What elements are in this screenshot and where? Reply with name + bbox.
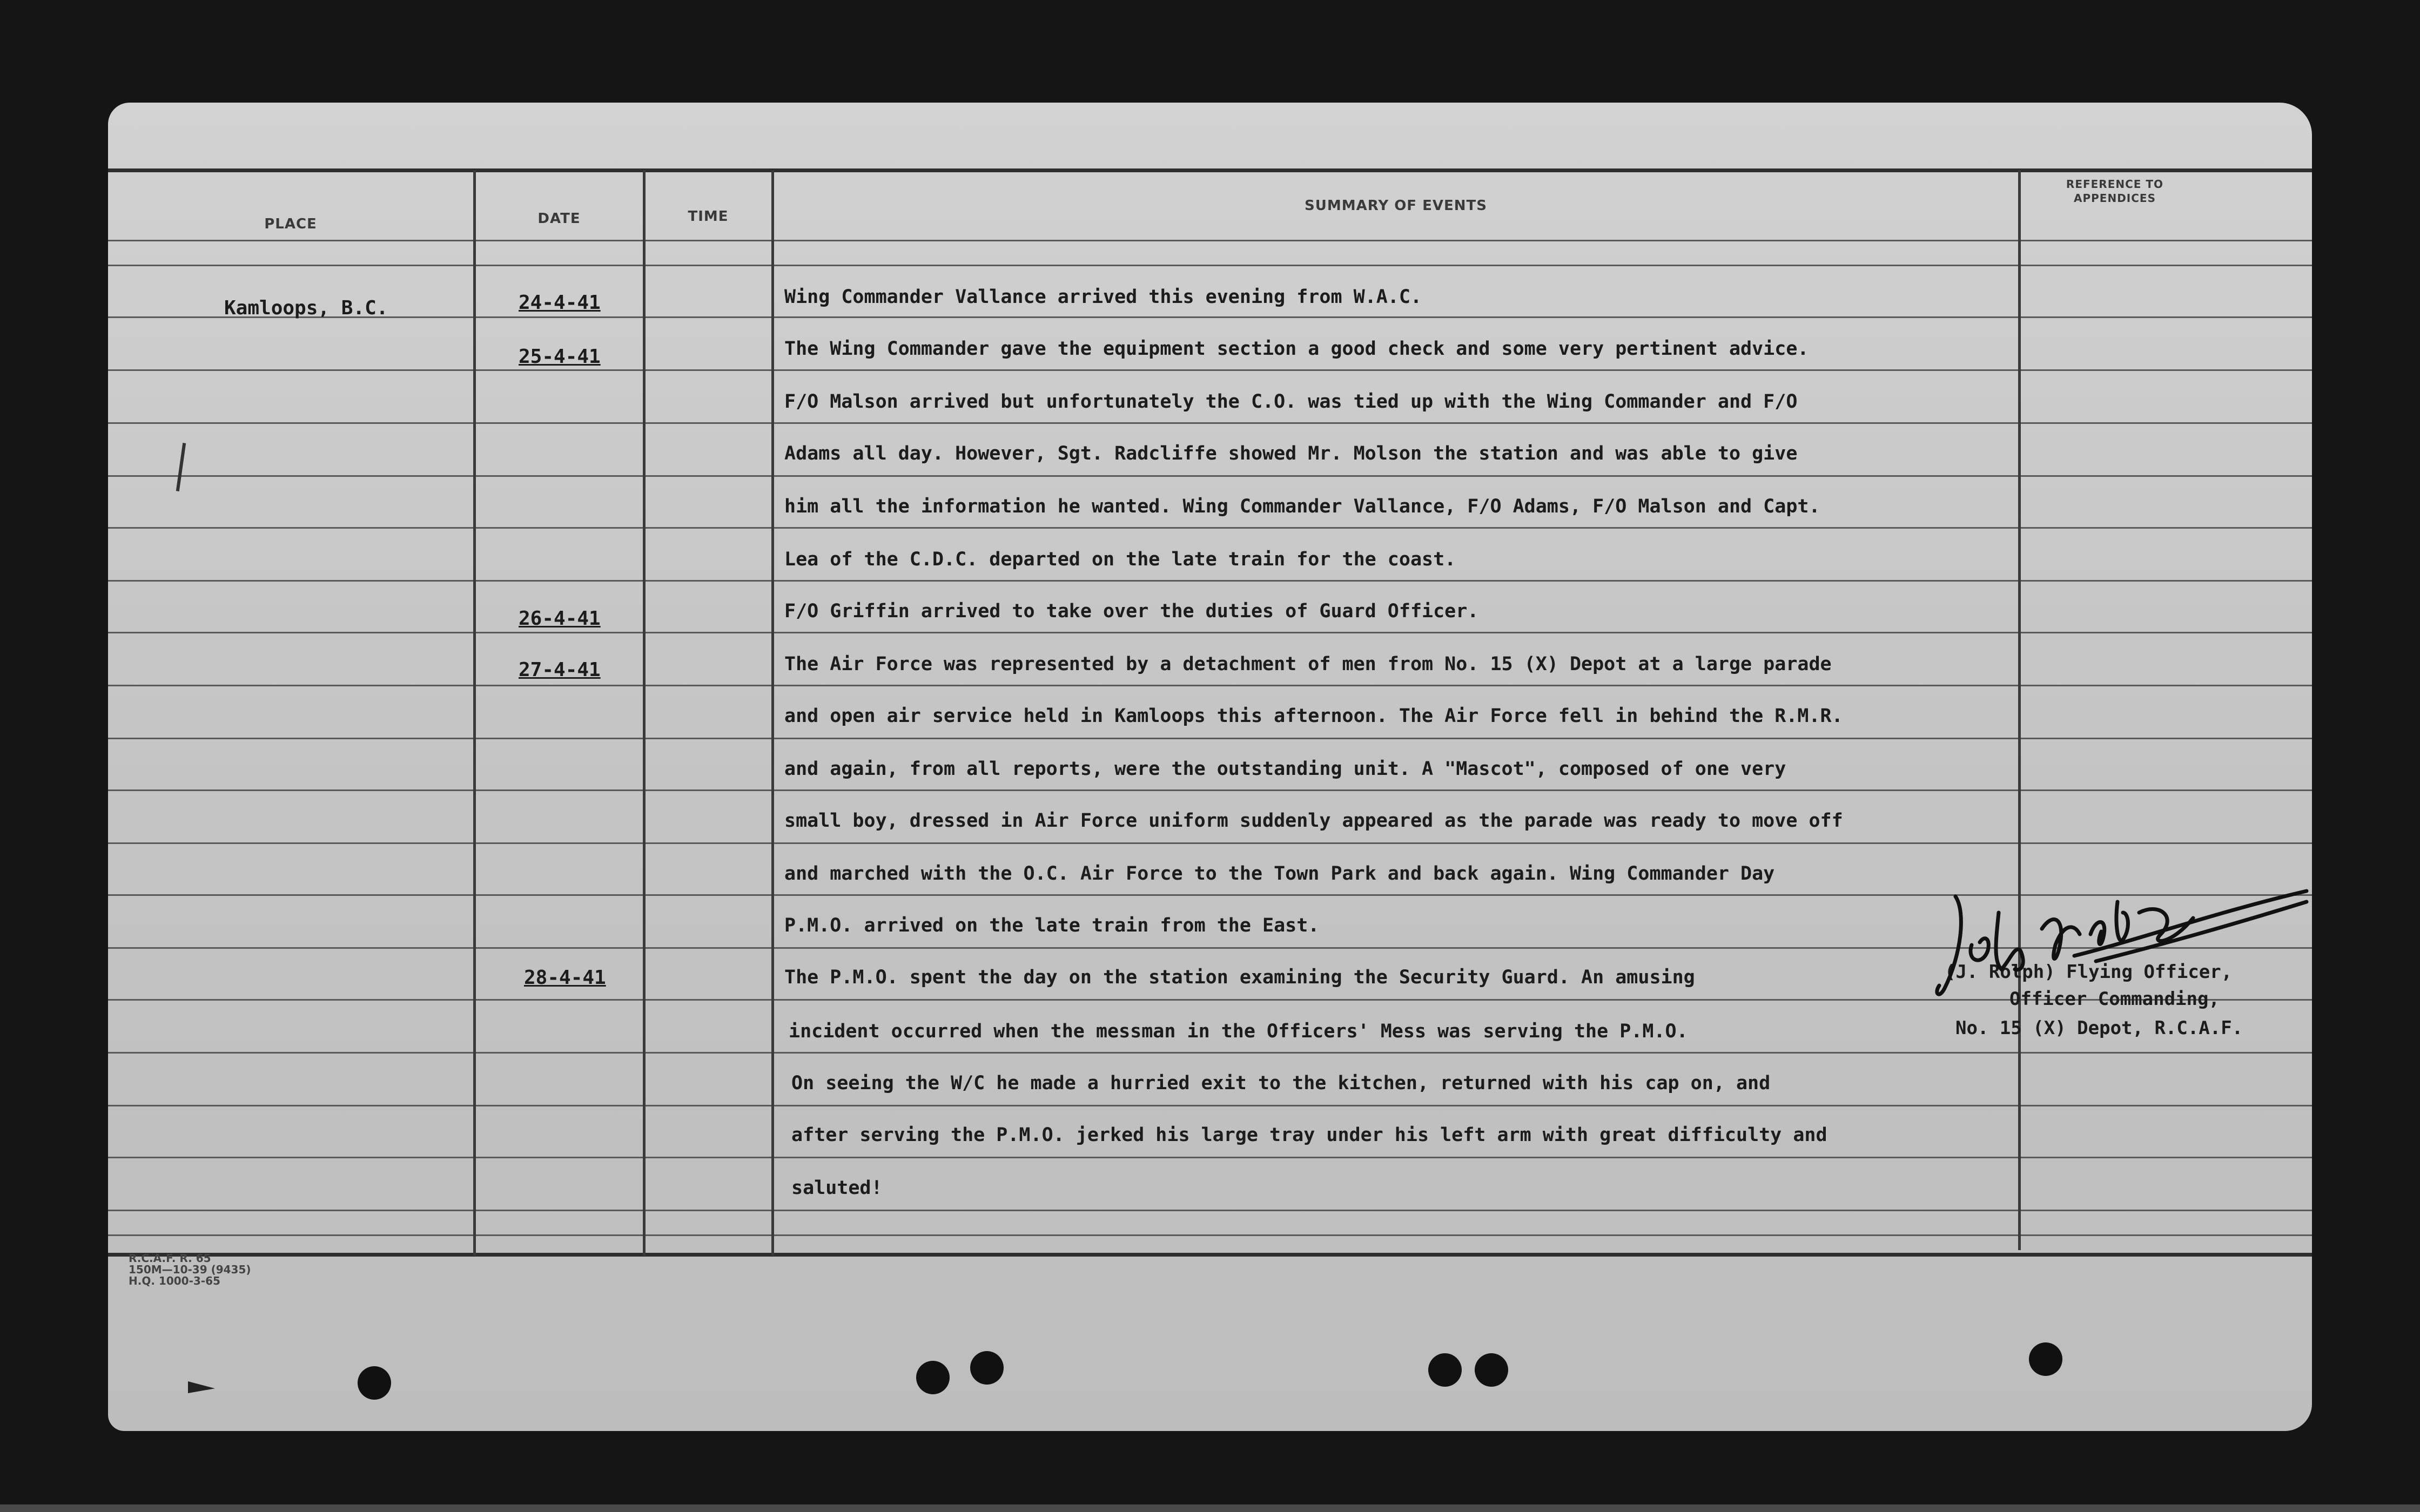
summary-line: Wing Commander Vallance arrived this evening from W.A.C. <box>784 286 1422 308</box>
header-date: DATE <box>537 211 581 227</box>
pen-mark <box>176 443 186 491</box>
date-entry: 27-4-41 <box>519 659 601 681</box>
summary-line: after serving the P.M.O. jerked his large tray under his left arm with great difficulty and <box>791 1124 1827 1146</box>
header-reference: REFERENCE TO APPENDICES <box>2066 178 2164 205</box>
scanner-edge <box>0 1504 2420 1512</box>
date-entry: 25-4-41 <box>519 346 601 368</box>
signature-title-line: Officer Commanding, <box>2009 988 2220 1010</box>
summary-line: Lea of the C.D.C. departed on the late train for the coast. <box>784 549 1456 570</box>
column-divider <box>2018 170 2021 1250</box>
summary-line: The Air Force was represented by a detachment of men from No. 15 (X) Depot at a large parade <box>784 653 1832 675</box>
summary-line: F/O Malson arrived but unfortunately the C.O. was tied up with the Wing Commander and F/O <box>784 391 1798 413</box>
rule <box>108 475 2312 477</box>
summary-line: and marched with the O.C. Air Force to the Town Park and back again. Wing Commander Day <box>784 863 1775 885</box>
header-place: PLACE <box>264 216 317 232</box>
form-number <box>129 1253 251 1287</box>
column-divider <box>771 170 774 1256</box>
summary-line: saluted! <box>791 1177 883 1199</box>
summary-line: P.M.O. arrived on the late train from the East. <box>784 915 1320 936</box>
summary-line: On seeing the W/C he made a hurried exit to the kitchen, returned with his cap on, and <box>791 1072 1771 1094</box>
signature-name-line: (J. Rolph) Flying Officer, <box>1945 961 2233 983</box>
summary-line: small boy, dressed in Air Force uniform suddenly appeared as the parade was ready to move off <box>784 810 1843 832</box>
summary-line: incident occurred when the messman in the Officers' Mess was serving the P.M.O. <box>789 1021 1688 1042</box>
form-number-line: H.Q. 1000-3-65 <box>129 1274 220 1287</box>
punch-hole <box>916 1361 950 1394</box>
rule <box>108 265 2312 266</box>
rule <box>108 842 2312 844</box>
rule <box>108 685 2312 686</box>
summary-line: and again, from all reports, were the outstanding unit. A "Mascot", composed of one very <box>784 758 1786 780</box>
column-divider <box>643 170 646 1256</box>
summary-line: The P.M.O. spent the day on the station examining the Security Guard. An amusing <box>784 967 1695 988</box>
punch-hole <box>970 1351 1004 1385</box>
rule <box>108 580 2312 582</box>
rule <box>108 422 2312 424</box>
summary-line: The Wing Commander gave the equipment section a good check and some very pertinent advice. <box>784 338 1809 360</box>
punch-hole <box>2029 1342 2062 1376</box>
date-entry: 26-4-41 <box>519 608 601 630</box>
header-summary: SUMMARY OF EVENTS <box>1305 198 1487 214</box>
rule <box>108 527 2312 529</box>
rule <box>108 1105 2312 1106</box>
punch-hole <box>1428 1353 1462 1387</box>
diary-form-card <box>108 103 2312 1431</box>
summary-line: Adams all day. However, Sgt. Radcliffe showed Mr. Molson the station and was able to give <box>784 443 1798 464</box>
rule <box>108 1157 2312 1158</box>
summary-line: him all the information he wanted. Wing Commander Vallance, F/O Adams, F/O Malson and Capt. <box>784 496 1820 517</box>
column-divider <box>473 170 476 1256</box>
date-entry: 24-4-41 <box>519 292 601 314</box>
signature-unit-line: No. 15 (X) Depot, R.C.A.F. <box>1955 1017 2243 1039</box>
date-entry: 28-4-41 <box>524 967 606 989</box>
form-number-line: 150M—10-39 (9435) <box>129 1263 251 1276</box>
punch-hole <box>358 1366 391 1400</box>
summary-line: F/O Griffin arrived to take over the duties of Guard Officer. <box>784 600 1479 622</box>
punch-hole <box>1475 1353 1508 1387</box>
header-time: TIME <box>688 208 729 225</box>
form-bottom-rule <box>108 1253 2312 1257</box>
rule <box>108 789 2312 791</box>
rule <box>108 1052 2312 1054</box>
rule <box>108 738 2312 739</box>
rule <box>108 632 2312 633</box>
header-bottom-rule <box>108 240 2312 241</box>
form-number-line: R.C.A.F. R. 65 <box>129 1252 211 1265</box>
summary-line: and open air service held in Kamloops this afternoon. The Air Force fell in behind the R.M.R. <box>784 705 1843 727</box>
card-notch <box>188 1381 215 1393</box>
place-kamloops: Kamloops, B.C. <box>224 297 388 319</box>
rule <box>108 1234 2312 1236</box>
rule <box>108 369 2312 371</box>
rule <box>108 1210 2312 1211</box>
rule <box>108 316 2312 318</box>
header-top-rule <box>108 168 2312 172</box>
handwritten-signature <box>1934 880 2312 1010</box>
